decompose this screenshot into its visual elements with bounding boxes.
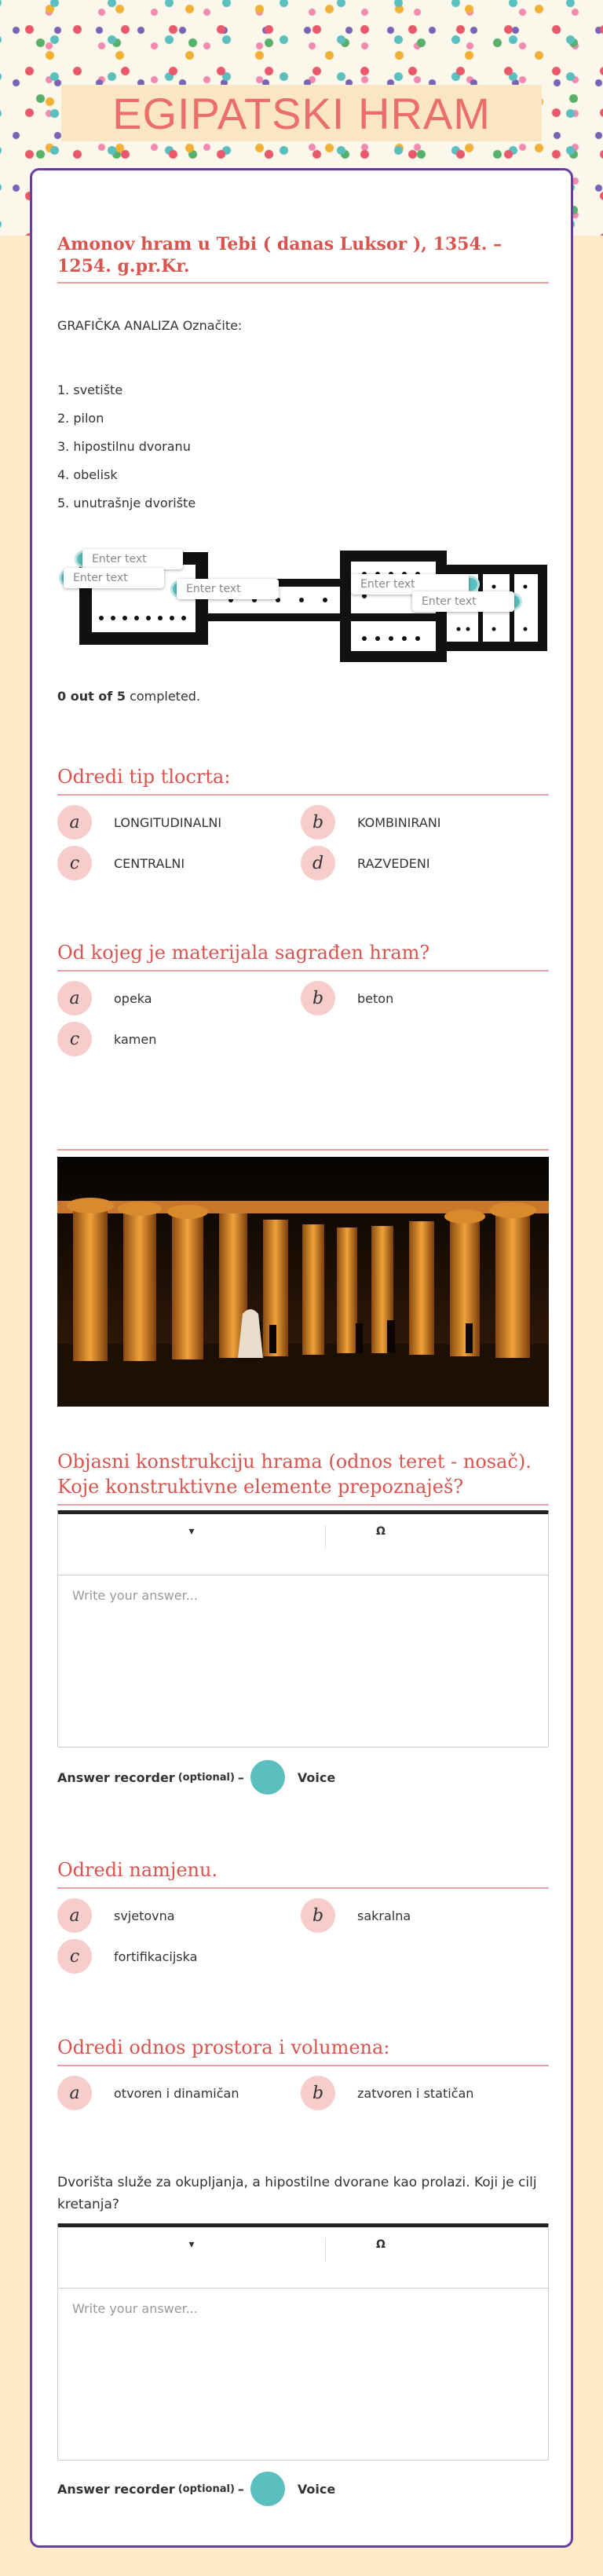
answer-textarea[interactable]: Write your answer... <box>72 1588 198 1603</box>
option-c[interactable] <box>57 1939 301 1974</box>
intro-title: Amonov hram u Tebi ( danas Luksor ), 1354. – 1254. g.pr.Kr. <box>57 233 549 284</box>
option-b[interactable] <box>301 1898 544 1933</box>
analysis-list <box>57 376 549 518</box>
option-letter: b <box>301 1898 335 1933</box>
recorder-optional: (optional) <box>177 2483 235 2495</box>
option-letter: a <box>57 981 92 1015</box>
hotspot-input[interactable]: Enter text <box>351 574 469 595</box>
hotspot-input[interactable]: Enter text <box>64 568 164 588</box>
editor-toolbar <box>58 2227 548 2289</box>
option-letter: a <box>57 805 92 840</box>
option-letter: b <box>301 2076 335 2110</box>
answer-textarea[interactable]: Write your answer... <box>72 2301 198 2316</box>
option-label: sakralna <box>357 1908 411 1923</box>
option-label: fortifikacijska <box>114 1948 198 1964</box>
option-letter: a <box>57 2076 92 2110</box>
option-c[interactable] <box>57 1022 301 1056</box>
option-label: opeka <box>114 990 152 1006</box>
option-c[interactable] <box>57 846 301 880</box>
option-b[interactable] <box>301 2076 544 2110</box>
list-item: 2. pilon <box>57 411 104 426</box>
option-label: beton <box>357 990 394 1006</box>
title-banner <box>61 85 542 141</box>
answer-editor <box>57 1510 549 1747</box>
question-heading: Odredi odnos prostora i volumena: <box>57 2035 549 2066</box>
question-heading: Odredi namjenu. <box>57 1857 549 1889</box>
hotspot-input[interactable]: Enter text <box>177 579 279 599</box>
option-letter: b <box>301 805 335 840</box>
option-list <box>57 981 549 1056</box>
option-letter: c <box>57 1939 92 1974</box>
hotspot-input[interactable]: Enter text <box>82 549 183 569</box>
hotspot-input[interactable]: Enter text <box>412 591 514 612</box>
option-letter: d <box>301 846 335 880</box>
option-list <box>57 805 549 880</box>
option-label: LONGITUDINALNI <box>114 814 222 830</box>
progress-count: 0 out of 5 <box>57 689 126 704</box>
question-heading: Od kojeg je materijala sagrađen hram? <box>57 940 549 971</box>
recorder-label: Answer recorder <box>57 1769 175 1785</box>
page-title: EGIPATSKI HRAM <box>112 88 491 138</box>
voice-label[interactable]: Voice <box>297 2481 336 2497</box>
recorder-label: Answer recorder <box>57 2481 175 2497</box>
answer-recorder <box>57 1760 549 1795</box>
recorder-dash: – <box>237 2481 244 2497</box>
option-b[interactable] <box>301 805 544 840</box>
voice-record-button[interactable] <box>250 1760 285 1795</box>
option-list <box>57 1898 549 1974</box>
progress-suffix: completed. <box>130 689 201 704</box>
recorder-optional: (optional) <box>177 1771 235 1784</box>
list-item: 1. svetište <box>57 382 123 397</box>
special-characters-button[interactable]: Ω <box>376 1525 386 1538</box>
option-a[interactable] <box>57 2076 301 2110</box>
option-a[interactable] <box>57 981 301 1015</box>
question-heading: Odredi tip tlocrta: <box>57 764 549 796</box>
section-divider <box>57 1149 549 1151</box>
option-d[interactable] <box>301 846 544 880</box>
option-letter: a <box>57 1898 92 1933</box>
option-letter: b <box>301 981 335 1015</box>
list-item: 3. hipostilnu dvoranu <box>57 439 191 454</box>
option-label: RAZVEDENI <box>357 855 430 871</box>
editor-toolbar <box>58 1514 548 1575</box>
question-text: Dvorišta služe za okupljanja, a hipostilne dvorane kao prolazi. Koji je cilj kretanja? <box>57 2175 537 2212</box>
temple-photo <box>57 1157 549 1407</box>
option-letter: c <box>57 1022 92 1056</box>
format-dropdown[interactable]: ▾ <box>188 1525 195 1538</box>
answer-recorder <box>57 2472 549 2506</box>
toolbar-separator <box>325 2238 326 2262</box>
option-label: zatvoren i statičan <box>357 2085 474 2101</box>
answer-editor <box>57 2223 549 2461</box>
option-label: KOMBINIRANI <box>357 814 441 830</box>
list-item: 5. unutrašnje dvorište <box>57 496 196 510</box>
option-a[interactable] <box>57 805 301 840</box>
temple-floor-plan <box>54 541 549 679</box>
recorder-dash: – <box>237 1769 244 1785</box>
option-list <box>57 2076 549 2110</box>
content-card <box>30 168 573 2548</box>
option-label: svjetovna <box>114 1908 175 1923</box>
option-label: CENTRALNI <box>114 855 185 871</box>
toolbar-separator <box>325 1525 326 1549</box>
option-label: kamen <box>114 1031 157 1047</box>
voice-record-button[interactable] <box>250 2472 285 2506</box>
format-dropdown[interactable]: ▾ <box>188 2238 195 2251</box>
option-b[interactable] <box>301 981 544 1015</box>
option-label: otvoren i dinamičan <box>114 2085 239 2101</box>
list-item: 4. obelisk <box>57 467 118 482</box>
option-a[interactable] <box>57 1898 301 1933</box>
special-characters-button[interactable]: Ω <box>376 2238 386 2251</box>
progress-status <box>57 689 549 704</box>
voice-label[interactable]: Voice <box>297 1769 336 1785</box>
question-heading: Objasni konstrukciju hrama (odnos teret - nosač). Koje konstruktivne elemente prepoznaješ? <box>57 1449 549 1506</box>
option-letter: c <box>57 846 92 880</box>
analysis-heading: GRAFIČKA ANALIZA Označite: <box>57 318 243 333</box>
temple-photo-illustration <box>57 1157 549 1407</box>
